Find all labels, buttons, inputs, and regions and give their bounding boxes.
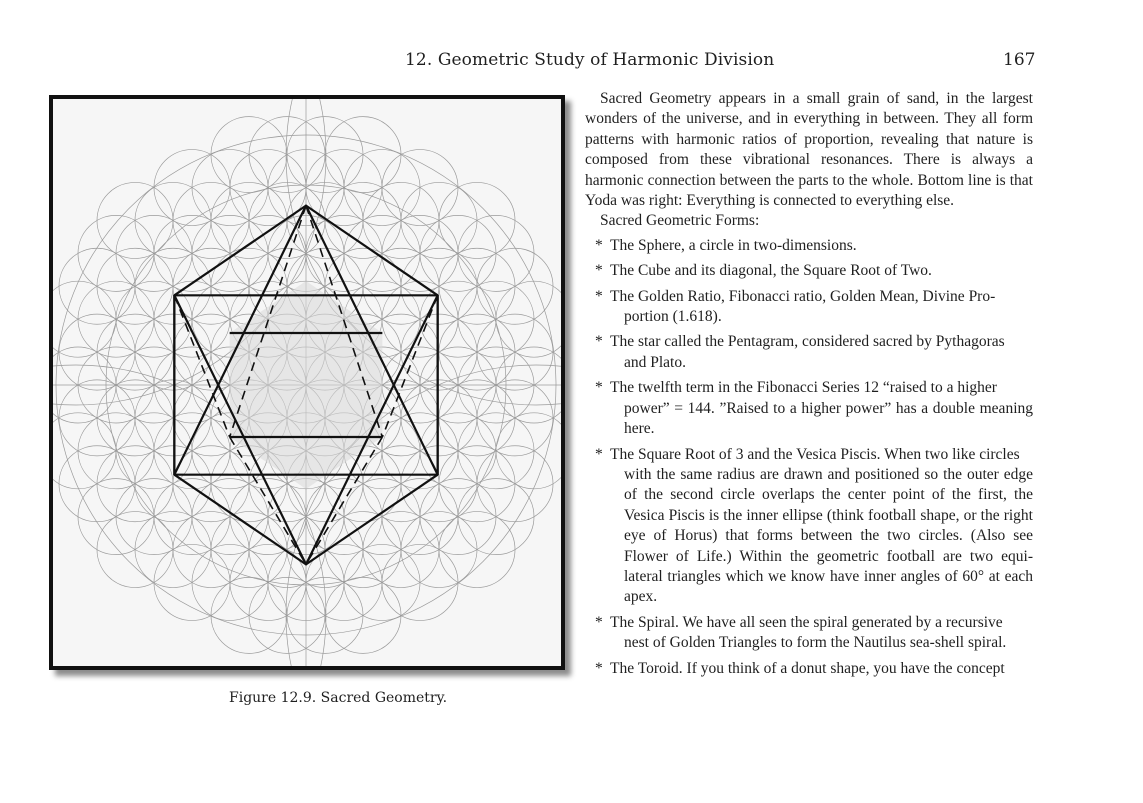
- bullet: *: [595, 262, 603, 280]
- list-item-text: The Sphere, a circle in two-dimensions.: [610, 236, 857, 254]
- list-item-continuation: and Plato.: [624, 353, 686, 371]
- list-item-text: The Toroid. If you think of a donut shape, you have the concept: [610, 659, 1005, 677]
- list-item: [585, 261, 1033, 281]
- flower-circle: [496, 413, 561, 489]
- page-number: 167: [1003, 50, 1036, 70]
- running-head: 12. Geometric Study of Harmonic Division: [405, 50, 775, 70]
- bullet: *: [595, 613, 603, 631]
- bullet: *: [595, 287, 603, 305]
- list-item-text: The Cube and its diagonal, the Square Root of Two.: [610, 262, 932, 280]
- bullet: *: [595, 333, 603, 351]
- bullet: *: [595, 445, 603, 463]
- list-item: [585, 613, 1033, 654]
- list-item: [585, 659, 1033, 679]
- list-item: [585, 332, 1033, 373]
- list-item: [585, 445, 1033, 608]
- bullet: *: [595, 659, 603, 677]
- list-item-text: The Golden Ratio, Fibonacci ratio, Golden Mean, Divine Pro-: [610, 287, 996, 305]
- list-item-text: The Square Root of 3 and the Vesica Piscis. When two like circles: [610, 445, 1020, 463]
- list-item-continuation: with the same radius are drawn and positioned so the outer edge of the second circle overlaps the center point of the first, the Vesica Piscis is the inner ellipse (think football shape, or the right eye of Horus) that forms between the two circles. (Also see Flower of Life.) Within the geometric football are two equi-lateral triangles which we know have inner angles of 60° at each apex.: [624, 465, 1033, 606]
- geometry-drawing: [53, 99, 561, 666]
- list-item: [585, 378, 1033, 439]
- figure-caption: Figure 12.9. Sacred Geometry.: [229, 690, 448, 706]
- flower-circle: [53, 413, 116, 489]
- flower-circle: [53, 281, 116, 357]
- list-item-text: The star called the Pentagram, considered sacred by Pythagoras: [610, 333, 1005, 351]
- bullet: *: [595, 379, 603, 397]
- intro-paragraph: Sacred Geometry appears in a small grain of sand, in the largest wonders of the universe, and in everything in between. They all form patterns with harmonic ratios of proportion, revealing that nature is composed from these vibrational resonances. There is always a harmonic connection between the parts to the whole. Bottom line is that Yoda was right: Everything is connected to everything else.: [585, 90, 1033, 210]
- shaded-hexagon: [230, 281, 383, 489]
- bullet: *: [595, 236, 603, 254]
- sacred-geometry-figure: [49, 95, 565, 670]
- list-item-continuation: power” = 144. ”Raised to a higher power” has a double meaning here.: [624, 399, 1033, 438]
- flower-circle: [496, 281, 561, 357]
- body-text: [585, 89, 1033, 684]
- list-item: [585, 287, 1033, 328]
- list-item-continuation: nest of Golden Triangles to form the Nautilus sea-shell spiral.: [624, 634, 1007, 652]
- forms-list: [585, 236, 1033, 679]
- list-item-text: The Spiral. We have all seen the spiral generated by a recursive: [610, 613, 1003, 631]
- list-item-continuation: portion (1.618).: [624, 308, 722, 326]
- list-item: [585, 236, 1033, 256]
- list-item-text: The twelfth term in the Fibonacci Series 12 “raised to a higher: [610, 379, 997, 397]
- forms-heading: Sacred Geometric Forms:: [600, 212, 760, 230]
